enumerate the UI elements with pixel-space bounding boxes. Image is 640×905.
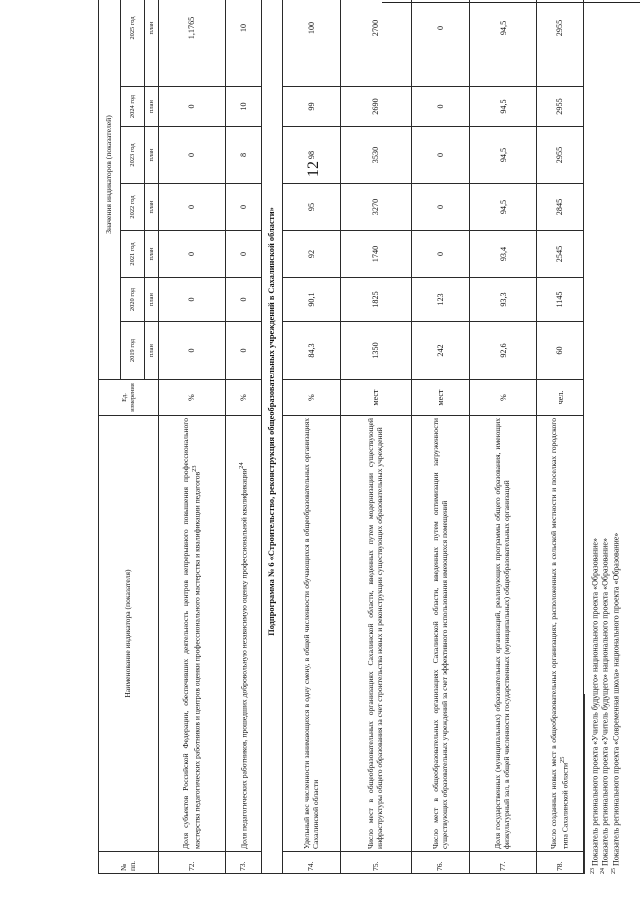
table-row (537, 0, 584, 874)
value-cell: 242 (412, 322, 470, 380)
indicators-table (98, 0, 584, 874)
value-cell: 94,5 (470, 87, 537, 127)
header-year-2: 2021 год (121, 231, 145, 278)
header-values-group: Значения индикаторов (показателей) (99, 0, 121, 380)
indicator-name-text: Число созданных новых мест в общеобразовательных организациях, расположенных в сельской местности и поселках городского типа Сахалинской области (549, 418, 570, 849)
header-unit: Ед. измерения (99, 380, 159, 416)
header-plan-0: план (145, 322, 159, 380)
indicator-name (282, 416, 340, 852)
value-cell: 0 (159, 322, 226, 380)
footnote-mark: 23 (590, 868, 596, 874)
value-cell: 2845 (537, 184, 584, 231)
header-plan-4: план (145, 127, 159, 184)
value-cell: 0 (412, 0, 470, 87)
unit: % (226, 380, 262, 416)
value-cell: 2955 (537, 0, 584, 87)
value-cell: 0 (226, 278, 262, 322)
value-cell: 0 (226, 322, 262, 380)
indicator-name (412, 416, 470, 852)
header-plan-5: план (145, 87, 159, 127)
value-cell: 0 (159, 231, 226, 278)
header-plan-3: план (145, 184, 159, 231)
value-cell: 10 (226, 0, 262, 87)
value-cell: 84,3 (282, 322, 340, 380)
header-year-3: 2022 год (121, 184, 145, 231)
value-cell: 2545 (537, 231, 584, 278)
footnote-text: Показатель регионального проекта «Учитель будущего» национального проекта «Образование» (600, 538, 610, 866)
indicator-name-text: Удельный вес численности занимающихся в одну смену, в общей численности обучающихся в общеобразовательных организациях Сахалинской области (301, 418, 320, 849)
value-cell: 60 (537, 322, 584, 380)
value-cell: 8 (226, 127, 262, 184)
value-cell: 0 (226, 184, 262, 231)
value-cell: 0 (159, 87, 226, 127)
footnote-text: Показатель регионального проекта «Учитель будущего» национального проекта «Образование» (590, 538, 600, 866)
footnote-mark: 25 (610, 868, 617, 874)
footnote-24 (600, 10, 610, 874)
table-row (159, 0, 226, 874)
value-cell: 3530 (341, 127, 412, 184)
value-cell: 10 (226, 87, 262, 127)
header-year-0: 2019 год (121, 322, 145, 380)
row-number: 75. (341, 852, 412, 874)
indicator-name-text: Доля государственных (муниципальных) образовательных организаций, реализующих программы общего образования, имеющих физкультурный зал, в общей численности государственных (муниципальных) общеобразовательных организаций (493, 418, 512, 849)
subprogram-row (262, 0, 283, 874)
value-cell: 95 (282, 184, 340, 231)
value-cell: 0 (159, 127, 226, 184)
value-cell: 94,5 (470, 0, 537, 87)
value-cell: 98 (282, 127, 340, 184)
header-year-5: 2024 год (121, 87, 145, 127)
footnote-25 (611, 10, 621, 874)
row-number: 76. (412, 852, 470, 874)
value-cell: 0 (159, 184, 226, 231)
indicator-name (341, 416, 412, 852)
page-number: 12 (305, 161, 322, 177)
header-year-6: 2025 год (121, 0, 145, 87)
value-cell: 0 (412, 184, 470, 231)
row-number: 74. (282, 852, 340, 874)
value-cell: 0 (226, 231, 262, 278)
unit: мест (412, 380, 470, 416)
footnote-ref: 23 (190, 465, 198, 472)
indicator-name (226, 416, 262, 852)
value-cell: 2955 (537, 87, 584, 127)
unit: % (282, 380, 340, 416)
unit: чел. (537, 380, 584, 416)
value-cell: 100 (282, 0, 340, 87)
value-cell: 2690 (341, 87, 412, 127)
table-body-top (159, 0, 262, 874)
value-cell: 1825 (341, 278, 412, 322)
value-cell: 1740 (341, 231, 412, 278)
unit: мест (341, 380, 412, 416)
header-year-1: 2020 год (121, 278, 145, 322)
indicator-name (159, 416, 226, 852)
table-row (412, 0, 470, 874)
value-cell: 93,3 (470, 278, 537, 322)
footnote-ref: 25 (558, 756, 566, 763)
value-cell: 90,1 (282, 278, 340, 322)
footnote-ref: 24 (238, 462, 245, 469)
header-plan-2: план (145, 231, 159, 278)
table-body-bottom (282, 0, 583, 874)
value-cell: 93,4 (470, 231, 537, 278)
footnotes (590, 10, 621, 874)
rotated-content (98, 10, 621, 874)
row-number: 73. (226, 852, 262, 874)
value-cell: 0 (412, 231, 470, 278)
header-year-4: 2023 год (121, 127, 145, 184)
value-cell: 2955 (537, 127, 584, 184)
table-row (341, 0, 412, 874)
value-cell: 94,5 (470, 184, 537, 231)
footnote-text: Показатель регионального проекта «Современная школа» национального проекта «Образование» (611, 532, 621, 866)
value-cell: 1145 (537, 278, 584, 322)
footnote-mark: 24 (600, 868, 607, 874)
table-row (282, 0, 340, 874)
value-cell: 99 (282, 87, 340, 127)
indicator-name-text: Доля субъектов Российской Федерации, обеспечивших деятельность центров непрерывного повышения профессионального мастерства педагогических работников и центров оценки профессионального мастерства и квалификации педагогов (180, 418, 202, 849)
table-row (470, 0, 537, 874)
header-num: № пп. (99, 852, 159, 874)
header-plan-1: план (145, 278, 159, 322)
value-cell: 0 (412, 127, 470, 184)
indicator-name-text: Доля педагогических работников, прошедших добровольную независимую оценку профессиональной квалификации (239, 468, 249, 849)
value-cell: 1350 (341, 322, 412, 380)
row-number: 72. (159, 852, 226, 874)
header-name: Наименование индикатора (показателя) (99, 416, 159, 852)
indicator-name-text: Число мест в общеобразовательных организациях Сахалинской области, введенных путем модернизации существующей инфраструктуры общего образования за счет строительства новых и реконструкции существующих образовательных учреждений (366, 418, 385, 849)
indicator-name (537, 416, 584, 852)
value-cell: 0 (159, 278, 226, 322)
value-cell: 0 (412, 87, 470, 127)
value-cell: 3270 (341, 184, 412, 231)
header-row-group (99, 0, 121, 874)
value-cell: 94,5 (470, 127, 537, 184)
value-cell: 92 (282, 231, 340, 278)
indicator-name-text: Число мест в общеобразовательных организациях Сахалинской области, введенных путем оптимизации загруженности существующих образовательных учреждений за счет эффективного использования имеющихся помещений (430, 418, 449, 849)
row-number: 78. (537, 852, 584, 874)
value-cell: 92,6 (470, 322, 537, 380)
indicator-name (470, 416, 537, 852)
rotated-sheet (98, 10, 621, 874)
footnote-23 (590, 10, 600, 874)
unit: % (159, 380, 226, 416)
subprogram-title: Подпрограмма № 6 «Строительство, реконструкция общеобразовательных учреждений в Сахалинской области» (262, 0, 283, 874)
table-row (226, 0, 262, 874)
value-cell: 2700 (341, 0, 412, 87)
value-cell: 1,1765 (159, 0, 226, 87)
unit: % (470, 380, 537, 416)
row-number: 77. (470, 852, 537, 874)
header-plan-6: план (145, 0, 159, 87)
value-cell: 123 (412, 278, 470, 322)
footnote-rule (584, 694, 585, 874)
